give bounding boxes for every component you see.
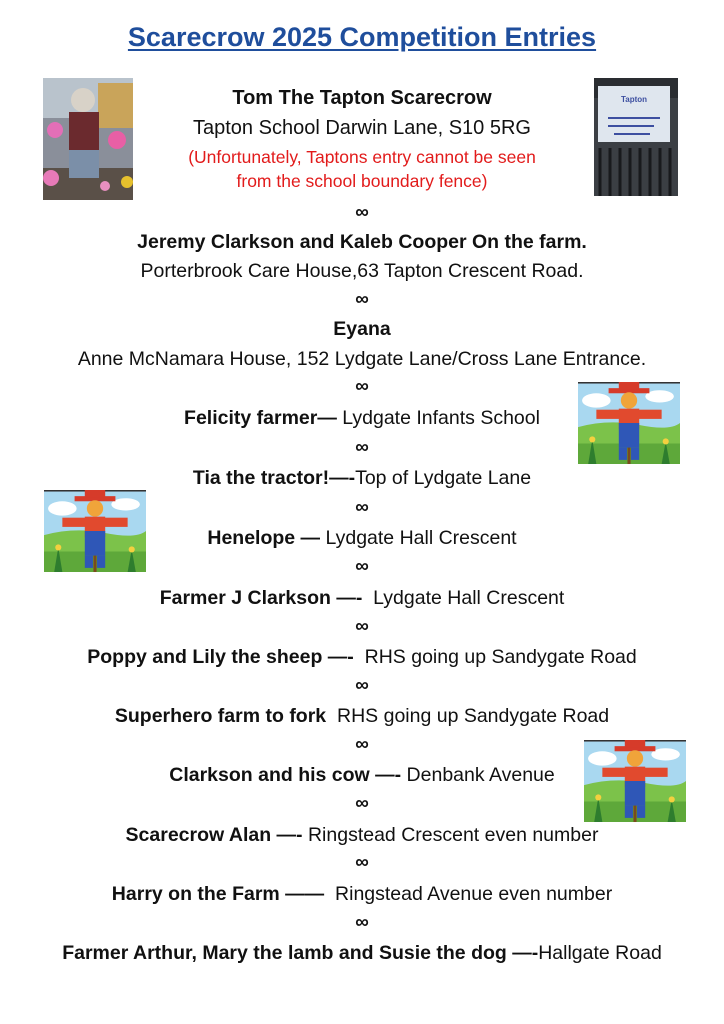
entry-location: Ringstead Crescent even number bbox=[302, 824, 599, 846]
separator: ∞ bbox=[355, 376, 369, 397]
entry-name: Henelope — bbox=[207, 527, 321, 549]
entry-name: Poppy and Lily the sheep —- bbox=[87, 646, 354, 668]
entry-location: Lydgate Hall Crescent bbox=[362, 587, 565, 609]
entry-name: Farmer J Clarkson —- bbox=[159, 587, 363, 609]
tapton-entry-note-line-2: from the school boundary fence) bbox=[236, 171, 488, 191]
entry-item bbox=[0, 644, 724, 670]
entry-name: Scarecrow Alan —- bbox=[125, 824, 303, 846]
entry-name: Harry on the Farm —— bbox=[111, 883, 325, 905]
tapton-entry-address: Tapton School Darwin Lane, S10 5RG bbox=[193, 117, 531, 139]
entry-location: Denbank Avenue bbox=[401, 764, 555, 786]
entry-item bbox=[0, 940, 724, 966]
separator: ∞ bbox=[355, 793, 369, 814]
separator: ∞ bbox=[355, 912, 369, 933]
page-title: Scarecrow 2025 Competition Entries bbox=[127, 22, 597, 52]
entry-item bbox=[0, 703, 724, 729]
tapton-entry-note-line-1: (Unfortunately, Taptons entry cannot be seen bbox=[188, 147, 536, 167]
entry-location: RHS going up Sandygate Road bbox=[326, 705, 610, 727]
scarecrow-clipart bbox=[584, 740, 686, 822]
separator: ∞ bbox=[355, 289, 369, 310]
entry-name: Eyana bbox=[333, 318, 391, 340]
separator: ∞ bbox=[355, 852, 369, 873]
sign-text: Tapton bbox=[620, 95, 648, 104]
separator: ∞ bbox=[355, 616, 369, 637]
entry-location: Anne McNamara House, 152 Lydgate Lane/Cross Lane Entrance. bbox=[77, 348, 647, 370]
entry-name: Clarkson and his cow —- bbox=[169, 764, 402, 786]
entry-location: Lydgate Hall Crescent bbox=[320, 527, 517, 549]
entry-item bbox=[0, 585, 724, 611]
separator: ∞ bbox=[355, 437, 369, 458]
separator: ∞ bbox=[355, 734, 369, 755]
entry-name: Jeremy Clarkson and Kaleb Cooper On the farm. bbox=[137, 231, 587, 253]
entry-location: RHS going up Sandygate Road bbox=[353, 646, 637, 668]
entry-item bbox=[0, 465, 724, 491]
separator: ∞ bbox=[355, 497, 369, 518]
tapton-entry-name: Tom The Tapton Scarecrow bbox=[232, 87, 492, 109]
entry-name: Farmer Arthur, Mary the lamb and Susie the dog —- bbox=[62, 942, 539, 964]
entry-location: Ringstead Avenue even number bbox=[324, 883, 613, 905]
separator: ∞ bbox=[355, 202, 369, 223]
scarecrow-clipart bbox=[44, 490, 146, 572]
entry-name: Tia the tractor!—- bbox=[192, 467, 356, 489]
scarecrow-clipart bbox=[578, 382, 680, 464]
entry-name: Felicity farmer— bbox=[184, 407, 337, 429]
entry-location: Top of Lydgate Lane bbox=[355, 467, 532, 489]
entry-name: Superhero farm to fork bbox=[114, 705, 327, 727]
entry-item bbox=[0, 881, 724, 907]
entry-location: Lydgate Infants School bbox=[336, 407, 540, 429]
entry-location: Hallgate Road bbox=[538, 942, 662, 964]
separator: ∞ bbox=[355, 556, 369, 577]
entry-item bbox=[0, 822, 724, 848]
entry-location: Porterbrook Care House,63 Tapton Crescent Road. bbox=[140, 260, 584, 282]
separator: ∞ bbox=[355, 675, 369, 696]
